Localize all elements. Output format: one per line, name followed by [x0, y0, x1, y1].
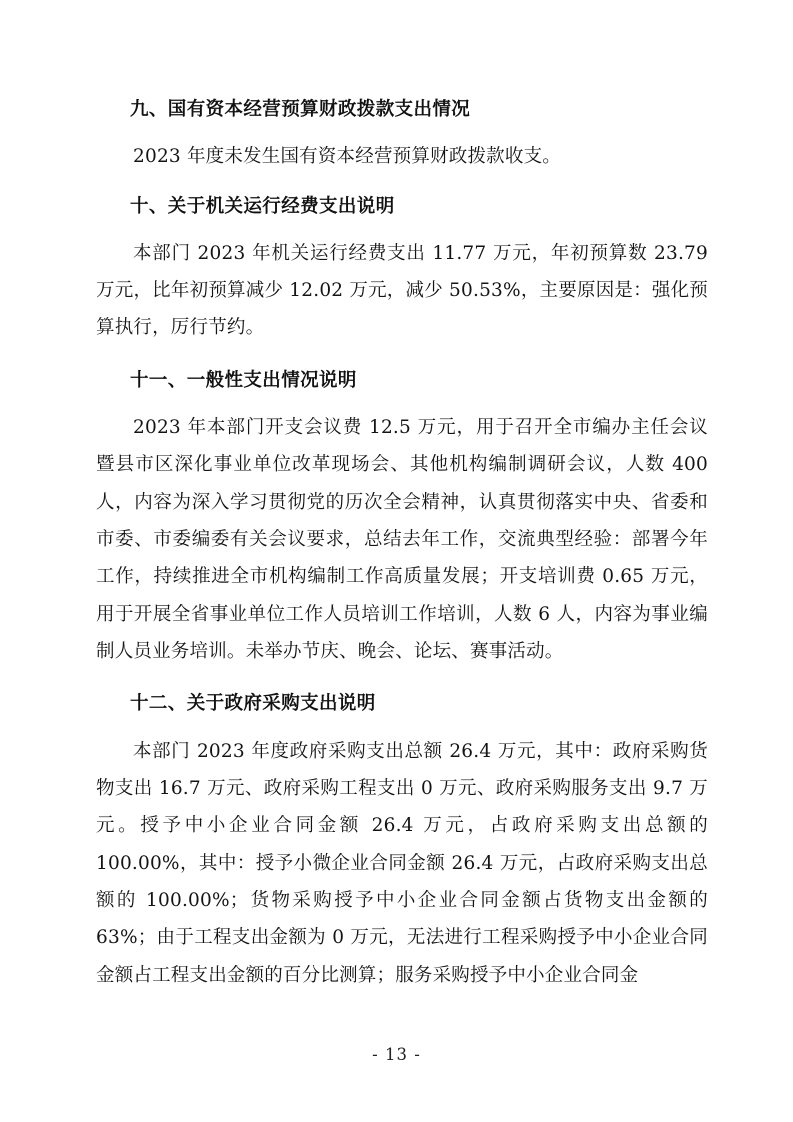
document-body: [96, 92, 708, 994]
spacer: [96, 724, 708, 733]
section-heading-10: 十、关于机关运行经费支出说明: [130, 195, 395, 217]
spacer: [96, 176, 708, 189]
page-number: - 13 -: [372, 1045, 421, 1064]
spacer: [96, 347, 708, 363]
paragraph-10: 本部门 2023 年机关运行经费支出 11.77 万元，年初预算数 23.79 万元，比年初预算减少 12.02 万元，减少 50.53%，主要原因是：强化预算执行，厉行节约。: [96, 242, 708, 339]
paragraph-12: 本部门 2023 年度政府采购支出总额 26.4 万元，其中：政府采购货物支出 16.7 万元、政府采购工程支出 0 万元、政府采购服务支出 9.7 万元。授予中小企业合同金额 26.4 万元，占政府采购支出总额的 100.00%，其中：授予小微企业合同金额 26.4 万元，占政府采购支出总额的 100.00%；货物采购授予中小企业合同金额占货物支出金额的 63%；由于工程支出金额为 0 万元，无法进行工程采购授予中小企业合同金额占工程支出金额的百分比测算；服务采购授予中小企业合同金: [96, 740, 708, 986]
spacer: [96, 670, 708, 686]
spacer: [96, 400, 708, 409]
section-heading-12: 十二、关于政府采购支出说明: [130, 693, 376, 715]
spacer: [96, 129, 708, 138]
paragraph-9: 2023 年度未发生国有资本经营预算财政拨款收支。: [133, 146, 561, 168]
paragraph-11: 2023 年本部门开支会议费 12.5 万元，用于召开全市编办主任会议暨县市区深化事业单位改革现场会、其他机构编制调研会议，人数 400 人，内容为深入学习贯彻党的历次全会精神，认真贯彻落实中央、省委和市委、市委编委有关会议要求，总结去年工作，交流典型经验：部署今年工作，持续推进全市机构编制工作高质量发展；开支培训费 0.65 万元，用于开展全省事业单位工作人员培训工作培训，人数 6 人，内容为事业编制人员业务培训。未举办节庆、晚会、论坛、赛事活动。: [96, 416, 708, 663]
section-heading-9: 九、国有资本经营预算财政拨款支出情况: [130, 99, 471, 120]
spacer: [96, 226, 708, 235]
section-heading-11: 十一、一般性支出情况说明: [130, 369, 357, 391]
